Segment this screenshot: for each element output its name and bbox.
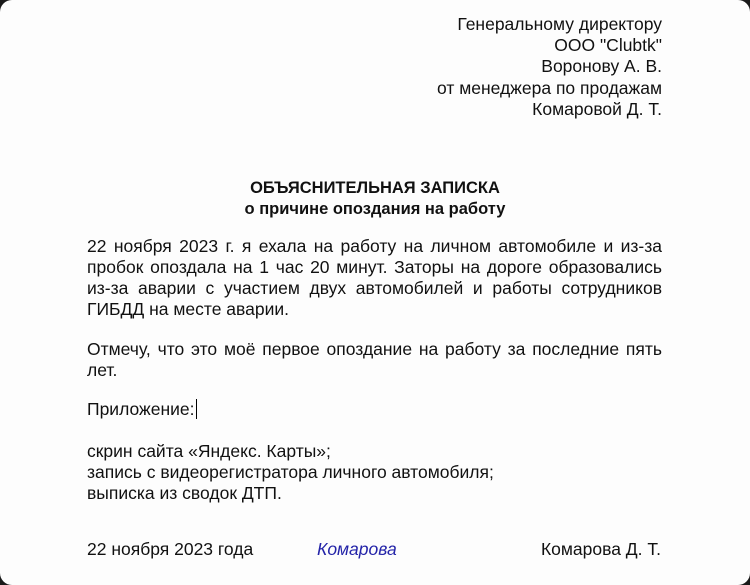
attachment-label: Приложение: [87,399,195,419]
addressee-line-position: Генеральному директору [457,14,662,34]
title-subtitle: о причине опоздания на работу [244,200,506,218]
signature: Комарова [317,539,397,559]
body-paragraph-1[interactable]: 22 ноября 2023 г. я ехала на работу на личном автомобиле и из-за пробок опоздала на 1 час 20 минут. Заторы на дороге образовались из-за аварии с участием двух автомобилей и работы сотрудников ГИБДД на месте аварии. [87,236,662,319]
addressee-line-recipient: Воронову А. В. [541,56,662,77]
attachment-item[interactable]: запись с видеорегистратора личного автомобиля; [87,462,494,482]
addressee-line-from: от менеджера по продажам [436,77,662,98]
addressee-line-company: ООО "Clubtk" [554,35,662,56]
addressee-line-sender: Комаровой Д. Т. [532,98,662,119]
text-cursor [196,399,198,419]
addressee-block [437,14,662,120]
title-main: ОБЪЯСНИТЕЛЬНАЯ ЗАПИСКА [250,179,500,197]
signer-name: Комарова Д. Т. [540,539,661,559]
attachment-item[interactable]: выписка из сводок ДТП. [87,483,282,503]
attachment-list [87,441,662,504]
footer-date: 22 ноября 2023 года [87,539,254,559]
body-paragraph-2[interactable]: Отмечу, что это моё первое опоздание на работу за последние пять лет. [87,339,662,380]
attachment-label-line[interactable] [87,399,662,420]
attachment-item[interactable]: скрин сайта «Яндекс. Карты»; [87,441,331,461]
document-title [0,178,750,220]
